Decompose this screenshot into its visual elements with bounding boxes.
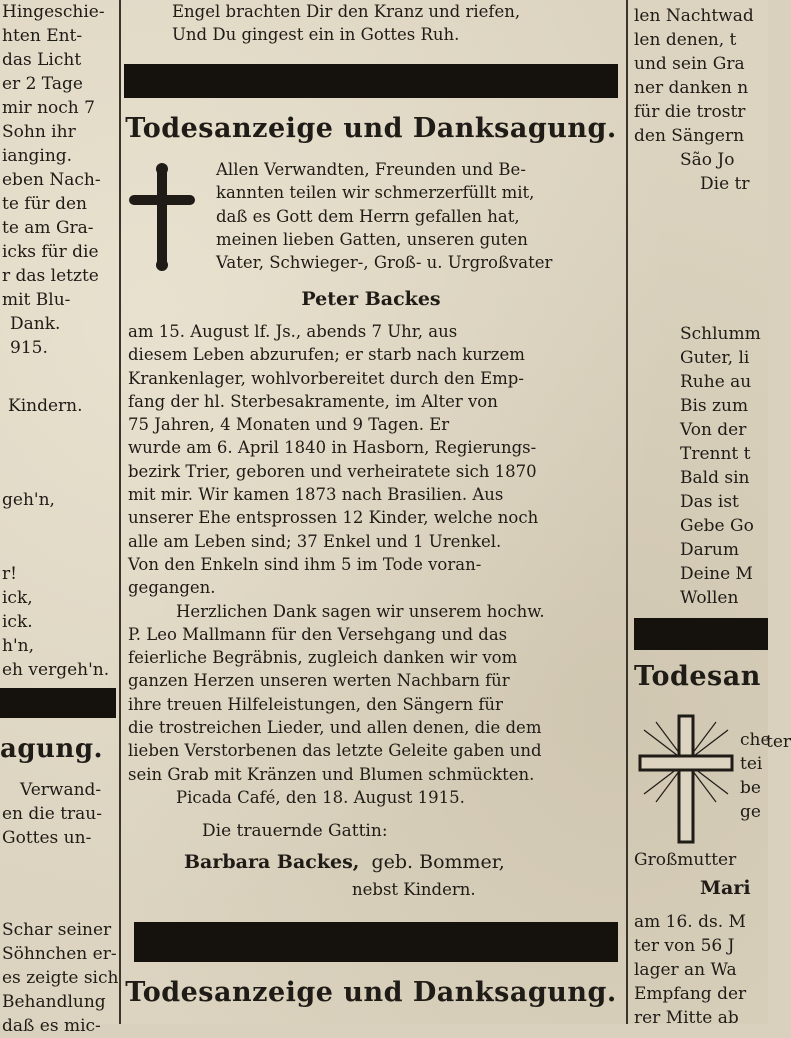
body-line: Von den Enkeln sind ihm 5 im Tode voran-	[128, 554, 482, 574]
verse-line: ick.	[2, 612, 33, 632]
text-line: ge	[740, 802, 761, 822]
body-line: bezirk Trier, geboren und verheiratete sich 1870	[128, 461, 537, 481]
text-line: Kindern.	[8, 396, 83, 416]
radiant-cross-icon	[636, 712, 736, 848]
verse-line: Ruhe au	[680, 372, 752, 392]
body-line: unserer Ehe entsprossen 12 Kinder, welche noch	[128, 508, 539, 528]
text-line: lager an Wa	[634, 960, 737, 980]
body-line: am 15. August lf. Js., abends 7 Uhr, aus	[128, 322, 458, 341]
text-line: Söhnchen er-	[2, 944, 117, 964]
thanks-line: feierliche Begräbnis, zugleich danken wir vom	[128, 648, 518, 668]
column-rule-left	[119, 0, 121, 1024]
text-line: te am Gra-	[2, 218, 94, 238]
verse-line: Wollen	[680, 588, 739, 608]
text-line: rer Mitte ab	[634, 1008, 739, 1028]
verse-line: geh'n,	[2, 490, 55, 510]
text-line: ter	[766, 732, 791, 752]
verse-line: h'n,	[2, 636, 34, 656]
intro-line: meinen lieben Gatten, unseren guten	[216, 229, 528, 249]
body-line: Krankenlager, wohlvorbereitet durch den Emp-	[128, 368, 524, 388]
text-line: es zeigte sich	[2, 968, 119, 988]
text-line: für die trostr	[634, 102, 746, 122]
poem-line: Und Du gingest ein in Gottes Ruh.	[172, 25, 460, 45]
intro-line: daß es Gott dem Herrn gefallen hat,	[216, 206, 520, 226]
mourner-label: Die trauernde Gattin:	[202, 821, 388, 841]
deceased-name: Peter Backes	[301, 288, 441, 310]
verse-line: Darum	[680, 540, 739, 560]
thanks-line: P. Leo Mallmann für den Versehgang und das	[128, 624, 508, 644]
body-line: gegangen.	[128, 578, 216, 598]
thanks-line: ganzen Herzen unseren werten Nachbarn für	[128, 671, 510, 691]
text-line: len Nachtwad	[634, 6, 754, 26]
text-line: tei	[740, 754, 763, 774]
text-line: len denen, t	[634, 30, 737, 50]
main-obituary-column	[124, 0, 624, 1024]
section-divider-bar	[634, 618, 768, 650]
body-line: 75 Jahren, 4 Monaten und 9 Tagen. Er	[128, 415, 450, 435]
heading-fragment: Todesan	[634, 661, 761, 692]
verse-line: Gebe Go	[680, 516, 754, 536]
verse-line: Bald sin	[680, 468, 750, 488]
column-rule-right	[626, 0, 628, 1024]
verse-line: Deine M	[680, 564, 753, 584]
text-line: den Sängern	[634, 126, 745, 146]
text-line: Dank.	[10, 314, 61, 334]
thanks-line: Herzlichen Dank sagen wir unserem hochw.	[176, 601, 545, 621]
text-line: r das letzte	[2, 266, 99, 286]
text-line: mir noch 7	[2, 98, 95, 118]
text-line: ner danken n	[634, 78, 749, 98]
right-column	[630, 0, 791, 1028]
body-line: fang der hl. Sterbesakramente, im Alter von	[128, 391, 498, 411]
text-line: São Jo	[680, 150, 735, 170]
mourner-born: geb. Bommer,	[371, 851, 505, 873]
body-line: mit mir. Wir kamen 1873 nach Brasilien. Aus	[128, 485, 504, 505]
text-line: Gottes un-	[2, 828, 92, 848]
text-line: das Licht	[2, 50, 82, 70]
body-line: alle am Leben sind; 37 Enkel und 1 Urenkel.	[128, 531, 502, 551]
text-line: te für den	[2, 194, 87, 214]
intro-line: kannten teilen wir schmerzerfüllt mit,	[216, 183, 535, 203]
thanks-line: die trostreichen Lieder, und allen denen, die dem	[128, 718, 542, 738]
text-line: Empfang der	[634, 984, 747, 1004]
text-line: ter von 56 J	[634, 936, 735, 956]
text-line: eben Nach-	[2, 170, 101, 190]
thanks-line: sein Grab mit Kränzen und Blumen schmückten.	[128, 764, 535, 784]
text-line: en die trau-	[2, 804, 102, 824]
verse-line: Trennt t	[680, 444, 751, 464]
text-line: Schar seiner	[2, 920, 112, 940]
intro-line: Vater, Schwieger-, Groß- u. Urgroßvater	[216, 253, 553, 273]
verse-line: Das ist	[680, 492, 739, 512]
section-divider-bar	[124, 64, 618, 98]
text-line: daß es mic-	[2, 1016, 101, 1036]
text-line: icks für die	[2, 242, 99, 262]
section-divider-bar	[0, 688, 116, 718]
obituary-heading-next: Todesanzeige und Danksagung.	[125, 977, 617, 1008]
text-line: mit Blu-	[2, 290, 71, 310]
verse-line: r!	[2, 564, 17, 584]
thanks-line: ihre treuen Hilfeleistungen, den Sängern für	[128, 694, 503, 714]
verse-line: Guter, li	[680, 348, 750, 368]
verse-line: eh vergeh'n.	[2, 660, 110, 680]
text-line: Sohn ihr	[2, 122, 76, 142]
text-line: Hingeschie-	[2, 2, 105, 22]
verse-line: ick,	[2, 588, 33, 608]
text-line: am 16. ds. M	[634, 912, 746, 932]
poem-line: Engel brachten Dir den Kranz und riefen,	[172, 2, 521, 21]
name-fragment: Mari	[700, 877, 751, 899]
heading-fragment: agung.	[0, 734, 104, 764]
verse-line: Von der	[680, 420, 747, 440]
cross-icon	[130, 165, 194, 271]
text-line: Verwand-	[20, 780, 102, 800]
text-line: che	[740, 730, 771, 750]
thanks-line: lieben Verstorbenen das letzte Geleite gaben und	[128, 741, 542, 761]
verse-line: Schlumm	[680, 324, 761, 344]
mourner-name: Barbara Backes,	[184, 851, 360, 873]
left-column	[0, 0, 119, 1036]
text-line: hten Ent-	[2, 26, 83, 46]
text-line: Die tr	[700, 174, 750, 194]
verse-line: Bis zum	[680, 396, 749, 416]
text-line: Großmutter	[634, 850, 737, 870]
section-divider-bar	[134, 922, 618, 962]
intro-line: Allen Verwandten, Freunden und Be-	[216, 160, 526, 179]
text-line: und sein Gra	[634, 54, 745, 74]
body-line: wurde am 6. April 1840 in Hasborn, Regierungs-	[128, 438, 537, 458]
mourner-signature	[184, 848, 505, 876]
text-line: ianging.	[2, 146, 73, 166]
place-date: Picada Café, den 18. August 1915.	[176, 787, 465, 807]
text-line: Behandlung	[2, 992, 106, 1012]
mourner-with: nebst Kindern.	[352, 880, 476, 899]
text-line: 915.	[10, 338, 48, 358]
text-line: er 2 Tage	[2, 74, 83, 94]
body-line: diesem Leben abzurufen; er starb nach kurzem	[128, 345, 525, 365]
text-line: be	[740, 778, 761, 798]
obituary-heading: Todesanzeige und Danksagung.	[125, 113, 617, 144]
